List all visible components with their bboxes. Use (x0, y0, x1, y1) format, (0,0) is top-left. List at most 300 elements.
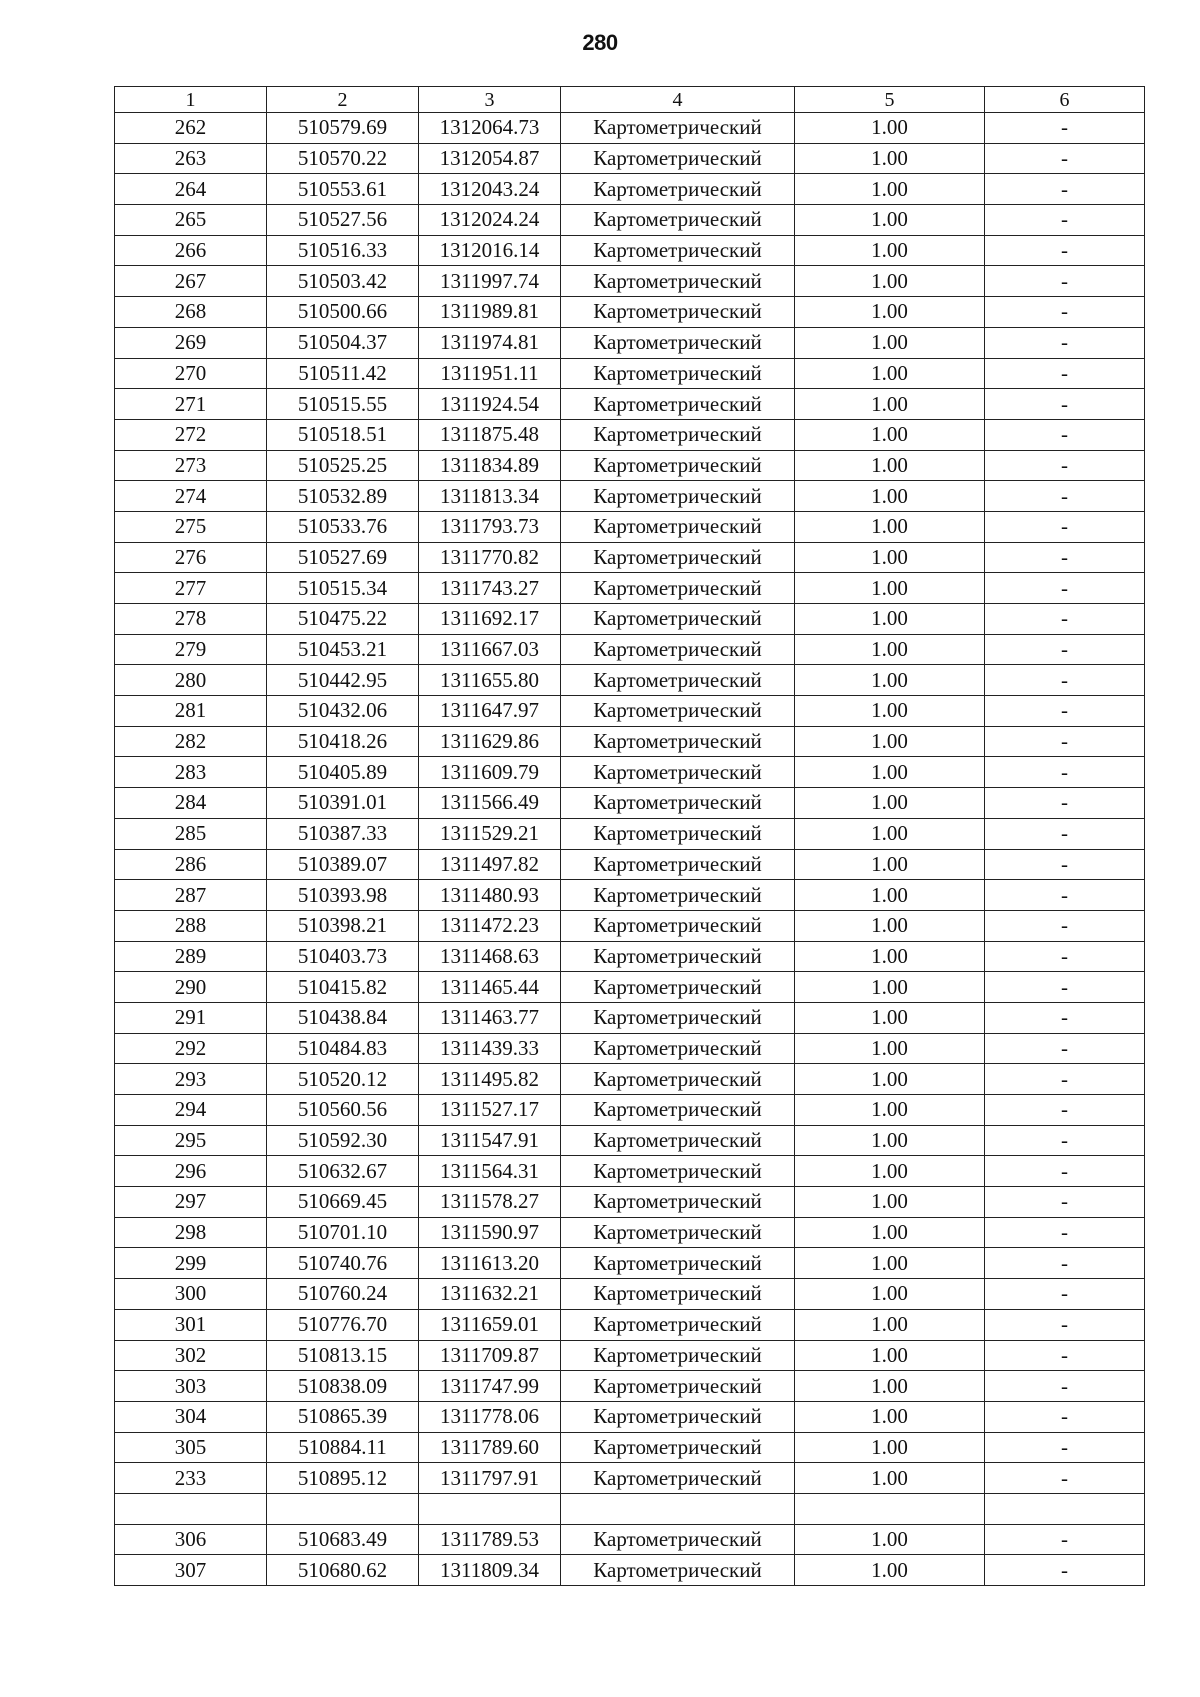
y-coordinate-cell: 1311463.77 (419, 1002, 561, 1033)
description-cell: - (985, 1463, 1145, 1494)
accuracy-cell: 1.00 (795, 1524, 985, 1555)
method-cell: Картометрический (561, 1033, 795, 1064)
y-coordinate-cell: 1311770.82 (419, 542, 561, 573)
x-coordinate-cell: 510518.51 (267, 419, 419, 450)
accuracy-cell: 1.00 (795, 941, 985, 972)
y-coordinate-cell: 1311659.01 (419, 1309, 561, 1340)
point-number-cell: 288 (115, 910, 267, 941)
method-cell: Картометрический (561, 235, 795, 266)
table-row (115, 419, 1145, 450)
y-coordinate-cell: 1312024.24 (419, 205, 561, 236)
y-coordinate-cell: 1311529.21 (419, 818, 561, 849)
table-row (115, 1033, 1145, 1064)
description-cell: - (985, 941, 1145, 972)
accuracy-cell: 1.00 (795, 358, 985, 389)
y-coordinate-cell: 1311789.53 (419, 1524, 561, 1555)
accuracy-cell: 1.00 (795, 235, 985, 266)
description-cell: - (985, 235, 1145, 266)
point-number-cell: 274 (115, 481, 267, 512)
accuracy-cell: 1.00 (795, 972, 985, 1003)
description-cell: - (985, 1064, 1145, 1095)
point-number-cell: 302 (115, 1340, 267, 1371)
accuracy-cell: 1.00 (795, 1217, 985, 1248)
table-row (115, 1217, 1145, 1248)
description-cell: - (985, 511, 1145, 542)
description-cell: - (985, 665, 1145, 696)
x-coordinate-cell: 510701.10 (267, 1217, 419, 1248)
column-header-6: 6 (985, 87, 1145, 113)
point-number-cell: 272 (115, 419, 267, 450)
method-cell: Картометрический (561, 358, 795, 389)
point-number-cell: 263 (115, 143, 267, 174)
description-cell: - (985, 481, 1145, 512)
x-coordinate-cell: 510865.39 (267, 1401, 419, 1432)
method-cell: Картометрический (561, 1555, 795, 1586)
description-cell: - (985, 972, 1145, 1003)
description-cell: - (985, 573, 1145, 604)
method-cell: Картометрический (561, 880, 795, 911)
description-cell: - (985, 1340, 1145, 1371)
method-cell: Картометрический (561, 542, 795, 573)
accuracy-cell: 1.00 (795, 665, 985, 696)
point-number-cell: 303 (115, 1371, 267, 1402)
method-cell: Картометрический (561, 665, 795, 696)
point-number-cell: 286 (115, 849, 267, 880)
x-coordinate-cell: 510527.69 (267, 542, 419, 573)
accuracy-cell: 1.00 (795, 205, 985, 236)
accuracy-cell: 1.00 (795, 389, 985, 420)
y-coordinate-cell (419, 1493, 561, 1524)
table-row (115, 941, 1145, 972)
accuracy-cell: 1.00 (795, 1187, 985, 1218)
accuracy-cell: 1.00 (795, 481, 985, 512)
description-cell: - (985, 849, 1145, 880)
table-row (115, 880, 1145, 911)
description-cell: - (985, 1187, 1145, 1218)
method-cell: Картометрический (561, 604, 795, 635)
y-coordinate-cell: 1311709.87 (419, 1340, 561, 1371)
point-number-cell: 299 (115, 1248, 267, 1279)
accuracy-cell: 1.00 (795, 1095, 985, 1126)
accuracy-cell: 1.00 (795, 1033, 985, 1064)
point-number-cell: 279 (115, 634, 267, 665)
method-cell: Картометрический (561, 419, 795, 450)
x-coordinate-cell: 510391.01 (267, 788, 419, 819)
accuracy-cell: 1.00 (795, 297, 985, 328)
y-coordinate-cell: 1311789.60 (419, 1432, 561, 1463)
x-coordinate-cell: 510438.84 (267, 1002, 419, 1033)
description-cell: - (985, 419, 1145, 450)
y-coordinate-cell: 1311629.86 (419, 726, 561, 757)
table-row (115, 665, 1145, 696)
x-coordinate-cell: 510515.55 (267, 389, 419, 420)
description-cell: - (985, 1217, 1145, 1248)
x-coordinate-cell: 510895.12 (267, 1463, 419, 1494)
method-cell: Картометрический (561, 696, 795, 727)
y-coordinate-cell: 1311468.63 (419, 941, 561, 972)
x-coordinate-cell: 510405.89 (267, 757, 419, 788)
accuracy-cell: 1.00 (795, 849, 985, 880)
accuracy-cell: 1.00 (795, 880, 985, 911)
accuracy-cell: 1.00 (795, 1432, 985, 1463)
accuracy-cell: 1.00 (795, 1279, 985, 1310)
y-coordinate-cell: 1311590.97 (419, 1217, 561, 1248)
x-coordinate-cell: 510516.33 (267, 235, 419, 266)
table-row (115, 726, 1145, 757)
accuracy-cell: 1.00 (795, 327, 985, 358)
description-cell: - (985, 1524, 1145, 1555)
point-number-cell: 275 (115, 511, 267, 542)
method-cell: Картометрический (561, 849, 795, 880)
x-coordinate-cell: 510504.37 (267, 327, 419, 358)
x-coordinate-cell: 510776.70 (267, 1309, 419, 1340)
y-coordinate-cell: 1311465.44 (419, 972, 561, 1003)
method-cell: Картометрический (561, 788, 795, 819)
description-cell: - (985, 542, 1145, 573)
x-coordinate-cell: 510500.66 (267, 297, 419, 328)
table-row (115, 573, 1145, 604)
table-row (115, 297, 1145, 328)
point-number-cell: 293 (115, 1064, 267, 1095)
method-cell: Картометрический (561, 1125, 795, 1156)
table-body (115, 113, 1145, 1586)
method-cell: Картометрический (561, 297, 795, 328)
accuracy-cell: 1.00 (795, 174, 985, 205)
point-number-cell: 292 (115, 1033, 267, 1064)
accuracy-cell: 1.00 (795, 573, 985, 604)
method-cell: Картометрический (561, 1064, 795, 1095)
x-coordinate-cell: 510484.83 (267, 1033, 419, 1064)
method-cell: Картометрический (561, 143, 795, 174)
y-coordinate-cell: 1312054.87 (419, 143, 561, 174)
y-coordinate-cell: 1312064.73 (419, 113, 561, 144)
x-coordinate-cell: 510389.07 (267, 849, 419, 880)
accuracy-cell: 1.00 (795, 1555, 985, 1586)
table-row (115, 849, 1145, 880)
table-row (115, 1401, 1145, 1432)
point-number-cell: 301 (115, 1309, 267, 1340)
method-cell: Картометрический (561, 1371, 795, 1402)
table-row (115, 1340, 1145, 1371)
description-cell: - (985, 880, 1145, 911)
table-row (115, 604, 1145, 635)
method-cell: Картометрический (561, 174, 795, 205)
x-coordinate-cell: 510511.42 (267, 358, 419, 389)
description-cell: - (985, 1156, 1145, 1187)
description-cell: - (985, 389, 1145, 420)
method-cell: Картометрический (561, 726, 795, 757)
x-coordinate-cell: 510418.26 (267, 726, 419, 757)
x-coordinate-cell: 510520.12 (267, 1064, 419, 1095)
accuracy-cell: 1.00 (795, 634, 985, 665)
method-cell: Картометрический (561, 818, 795, 849)
x-coordinate-cell: 510632.67 (267, 1156, 419, 1187)
accuracy-cell: 1.00 (795, 266, 985, 297)
table-row (115, 1555, 1145, 1586)
point-number-cell: 273 (115, 450, 267, 481)
description-cell: - (985, 327, 1145, 358)
x-coordinate-cell: 510503.42 (267, 266, 419, 297)
point-number-cell: 266 (115, 235, 267, 266)
x-coordinate-cell: 510525.25 (267, 450, 419, 481)
x-coordinate-cell: 510532.89 (267, 481, 419, 512)
x-coordinate-cell: 510669.45 (267, 1187, 419, 1218)
method-cell: Картометрический (561, 113, 795, 144)
point-number-cell (115, 1493, 267, 1524)
accuracy-cell: 1.00 (795, 1002, 985, 1033)
description-cell: - (985, 1248, 1145, 1279)
description-cell: - (985, 1371, 1145, 1402)
accuracy-cell: 1.00 (795, 450, 985, 481)
description-cell: - (985, 205, 1145, 236)
point-number-cell: 233 (115, 1463, 267, 1494)
x-coordinate-cell: 510415.82 (267, 972, 419, 1003)
x-coordinate-cell: 510683.49 (267, 1524, 419, 1555)
method-cell: Картометрический (561, 1432, 795, 1463)
method-cell: Картометрический (561, 1095, 795, 1126)
description-cell: - (985, 1279, 1145, 1310)
x-coordinate-cell: 510432.06 (267, 696, 419, 727)
y-coordinate-cell: 1311778.06 (419, 1401, 561, 1432)
column-header-4: 4 (561, 87, 795, 113)
y-coordinate-cell: 1311667.03 (419, 634, 561, 665)
y-coordinate-cell: 1311439.33 (419, 1033, 561, 1064)
x-coordinate-cell: 510884.11 (267, 1432, 419, 1463)
y-coordinate-cell: 1311793.73 (419, 511, 561, 542)
description-cell: - (985, 358, 1145, 389)
table-row (115, 910, 1145, 941)
point-number-cell: 285 (115, 818, 267, 849)
x-coordinate-cell: 510533.76 (267, 511, 419, 542)
description-cell: - (985, 1401, 1145, 1432)
table-row (115, 1524, 1145, 1555)
point-number-cell: 280 (115, 665, 267, 696)
table-row (115, 1432, 1145, 1463)
point-number-cell: 265 (115, 205, 267, 236)
table-row (115, 1309, 1145, 1340)
table-row (115, 542, 1145, 573)
description-cell: - (985, 604, 1145, 635)
description-cell: - (985, 113, 1145, 144)
method-cell: Картометрический (561, 481, 795, 512)
description-cell: - (985, 788, 1145, 819)
table-row (115, 818, 1145, 849)
y-coordinate-cell: 1311989.81 (419, 297, 561, 328)
y-coordinate-cell: 1311495.82 (419, 1064, 561, 1095)
accuracy-cell: 1.00 (795, 1371, 985, 1402)
table-row (115, 174, 1145, 205)
accuracy-cell: 1.00 (795, 788, 985, 819)
description-cell: - (985, 266, 1145, 297)
point-number-cell: 298 (115, 1217, 267, 1248)
x-coordinate-cell: 510560.56 (267, 1095, 419, 1126)
method-cell: Картометрический (561, 757, 795, 788)
table-row (115, 327, 1145, 358)
y-coordinate-cell: 1311924.54 (419, 389, 561, 420)
x-coordinate-cell: 510838.09 (267, 1371, 419, 1402)
description-cell: - (985, 757, 1145, 788)
y-coordinate-cell: 1311974.81 (419, 327, 561, 358)
x-coordinate-cell: 510442.95 (267, 665, 419, 696)
point-number-cell: 305 (115, 1432, 267, 1463)
description-cell: - (985, 450, 1145, 481)
y-coordinate-cell: 1311692.17 (419, 604, 561, 635)
table-row (115, 235, 1145, 266)
accuracy-cell: 1.00 (795, 1248, 985, 1279)
point-number-cell: 287 (115, 880, 267, 911)
description-cell: - (985, 910, 1145, 941)
point-number-cell: 270 (115, 358, 267, 389)
method-cell: Картометрический (561, 972, 795, 1003)
point-number-cell: 284 (115, 788, 267, 819)
y-coordinate-cell: 1311747.99 (419, 1371, 561, 1402)
table-row (115, 450, 1145, 481)
y-coordinate-cell: 1311497.82 (419, 849, 561, 880)
accuracy-cell: 1.00 (795, 696, 985, 727)
y-coordinate-cell: 1311647.97 (419, 696, 561, 727)
accuracy-cell: 1.00 (795, 143, 985, 174)
x-coordinate-cell (267, 1493, 419, 1524)
description-cell: - (985, 1125, 1145, 1156)
description-cell: - (985, 1555, 1145, 1586)
method-cell: Картометрический (561, 266, 795, 297)
accuracy-cell: 1.00 (795, 511, 985, 542)
description-cell: - (985, 174, 1145, 205)
table-row (115, 1064, 1145, 1095)
x-coordinate-cell: 510527.56 (267, 205, 419, 236)
x-coordinate-cell: 510570.22 (267, 143, 419, 174)
method-cell: Картометрический (561, 1401, 795, 1432)
point-number-cell: 295 (115, 1125, 267, 1156)
x-coordinate-cell: 510592.30 (267, 1125, 419, 1156)
method-cell: Картометрический (561, 1279, 795, 1310)
x-coordinate-cell: 510579.69 (267, 113, 419, 144)
description-cell: - (985, 1002, 1145, 1033)
y-coordinate-cell: 1311566.49 (419, 788, 561, 819)
point-number-cell: 307 (115, 1555, 267, 1586)
column-header-5: 5 (795, 87, 985, 113)
x-coordinate-cell: 510760.24 (267, 1279, 419, 1310)
description-cell: - (985, 1309, 1145, 1340)
point-number-cell: 262 (115, 113, 267, 144)
description-cell (985, 1493, 1145, 1524)
method-cell: Картометрический (561, 205, 795, 236)
method-cell: Картометрический (561, 1002, 795, 1033)
accuracy-cell (795, 1493, 985, 1524)
y-coordinate-cell: 1311632.21 (419, 1279, 561, 1310)
column-header-3: 3 (419, 87, 561, 113)
point-number-cell: 269 (115, 327, 267, 358)
accuracy-cell: 1.00 (795, 726, 985, 757)
x-coordinate-cell: 510813.15 (267, 1340, 419, 1371)
table-row (115, 511, 1145, 542)
accuracy-cell: 1.00 (795, 1156, 985, 1187)
y-coordinate-cell: 1311609.79 (419, 757, 561, 788)
point-number-cell: 289 (115, 941, 267, 972)
point-number-cell: 296 (115, 1156, 267, 1187)
y-coordinate-cell: 1311813.34 (419, 481, 561, 512)
point-number-cell: 278 (115, 604, 267, 635)
description-cell: - (985, 143, 1145, 174)
y-coordinate-cell: 1311875.48 (419, 419, 561, 450)
y-coordinate-cell: 1311743.27 (419, 573, 561, 604)
method-cell: Картометрический (561, 1524, 795, 1555)
page-number: 280 (582, 30, 618, 55)
table-row (115, 1002, 1145, 1033)
table-row (115, 634, 1145, 665)
accuracy-cell: 1.00 (795, 818, 985, 849)
point-number-cell: 290 (115, 972, 267, 1003)
table-row (115, 1095, 1145, 1126)
accuracy-cell: 1.00 (795, 910, 985, 941)
table-row (115, 481, 1145, 512)
accuracy-cell: 1.00 (795, 757, 985, 788)
table-row (115, 788, 1145, 819)
description-cell: - (985, 634, 1145, 665)
description-cell: - (985, 1095, 1145, 1126)
method-cell: Картометрический (561, 327, 795, 358)
method-cell: Картометрический (561, 389, 795, 420)
point-number-cell: 294 (115, 1095, 267, 1126)
method-cell: Картометрический (561, 910, 795, 941)
accuracy-cell: 1.00 (795, 1064, 985, 1095)
point-number-cell: 283 (115, 757, 267, 788)
description-cell: - (985, 297, 1145, 328)
table-row (115, 1125, 1145, 1156)
method-cell: Картометрический (561, 941, 795, 972)
method-cell (561, 1493, 795, 1524)
method-cell: Картометрический (561, 1340, 795, 1371)
point-number-cell: 264 (115, 174, 267, 205)
point-number-cell: 304 (115, 1401, 267, 1432)
coordinates-table (114, 86, 1145, 1586)
y-coordinate-cell: 1312016.14 (419, 235, 561, 266)
table-row (115, 696, 1145, 727)
point-number-cell: 297 (115, 1187, 267, 1218)
table-row (115, 1248, 1145, 1279)
accuracy-cell: 1.00 (795, 1309, 985, 1340)
table-header-row (115, 87, 1145, 113)
x-coordinate-cell: 510680.62 (267, 1555, 419, 1586)
x-coordinate-cell: 510740.76 (267, 1248, 419, 1279)
point-number-cell: 277 (115, 573, 267, 604)
point-number-cell: 306 (115, 1524, 267, 1555)
y-coordinate-cell: 1311997.74 (419, 266, 561, 297)
y-coordinate-cell: 1311834.89 (419, 450, 561, 481)
table-row (115, 113, 1145, 144)
column-header-1: 1 (115, 87, 267, 113)
y-coordinate-cell: 1311809.34 (419, 1555, 561, 1586)
accuracy-cell: 1.00 (795, 113, 985, 144)
method-cell: Картометрический (561, 573, 795, 604)
description-cell: - (985, 696, 1145, 727)
method-cell: Картометрический (561, 450, 795, 481)
accuracy-cell: 1.00 (795, 542, 985, 573)
method-cell: Картометрический (561, 511, 795, 542)
accuracy-cell: 1.00 (795, 604, 985, 635)
y-coordinate-cell: 1311564.31 (419, 1156, 561, 1187)
method-cell: Картометрический (561, 1217, 795, 1248)
accuracy-cell: 1.00 (795, 1401, 985, 1432)
description-cell: - (985, 726, 1145, 757)
point-number-cell: 281 (115, 696, 267, 727)
column-header-2: 2 (267, 87, 419, 113)
x-coordinate-cell: 510387.33 (267, 818, 419, 849)
method-cell: Картометрический (561, 1309, 795, 1340)
table-row (115, 1371, 1145, 1402)
method-cell: Картометрический (561, 1248, 795, 1279)
table-row (115, 266, 1145, 297)
